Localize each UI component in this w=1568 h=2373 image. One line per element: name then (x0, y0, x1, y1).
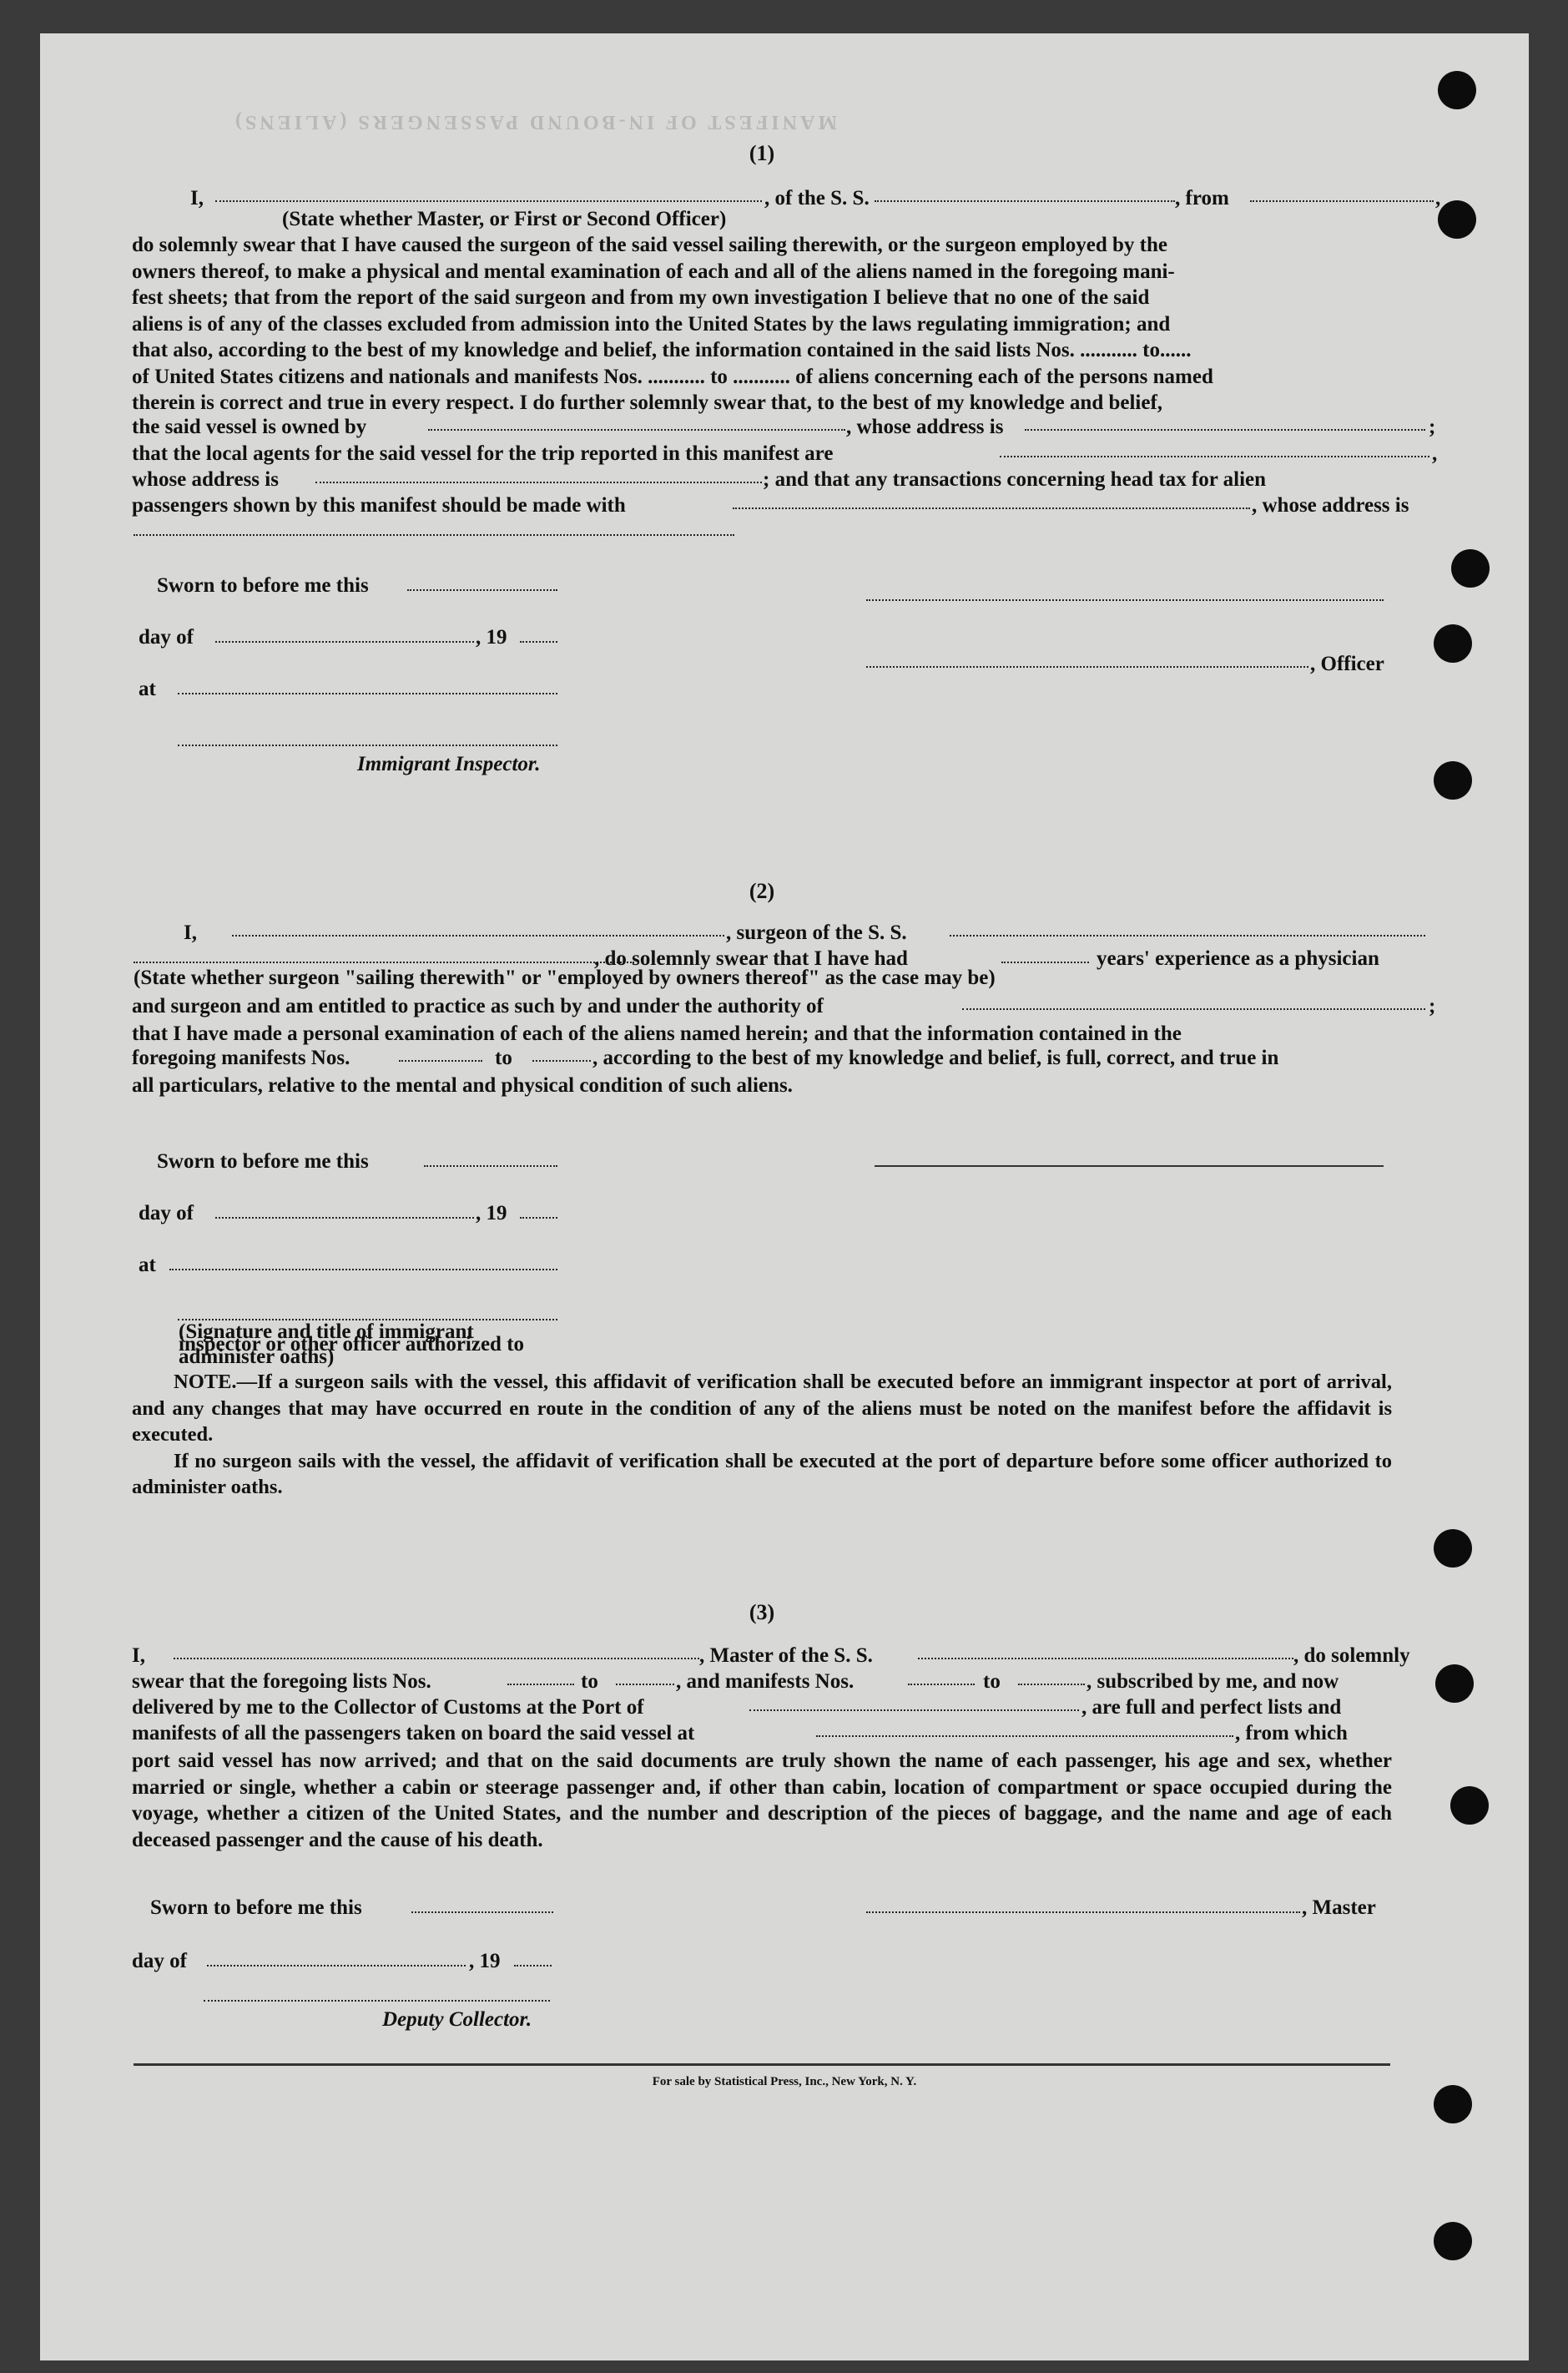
note-paragraph-1 (132, 1369, 1392, 1448)
of-ss-label: , of the S. S. (764, 187, 870, 210)
deputy-collector-signature-line (204, 2000, 550, 2002)
head-tax-address-label: , whose address is (1252, 494, 1409, 517)
year-label-2: , 19 (476, 1202, 507, 1224)
master-rank-note: (State whether Master, or First or Second Officer) (282, 208, 727, 230)
immigrant-inspector-label: Immigrant Inspector. (357, 753, 541, 775)
according-label: , according to the best of my knowledge and belief, is full, correct, and true in (592, 1047, 1279, 1069)
owned-by-label: the said vessel is owned by (132, 416, 367, 438)
swear-lists-label: swear that the foregoing lists Nos. (132, 1670, 431, 1693)
bleed-through-text: MANIFEST OF IN-BOUND PASSENGERS (ALIENS) (232, 111, 837, 133)
punch-hole-7 (1435, 1664, 1474, 1703)
section2-i-label: I, (184, 921, 197, 944)
year-line-2 (520, 1217, 557, 1219)
at-label-1: at (139, 678, 156, 700)
section3-ship-line (918, 1658, 1293, 1659)
local-agents-label: that the local agents for the said vessel for the trip reported in this manifest are (132, 442, 834, 465)
punch-hole-2 (1438, 200, 1476, 239)
year-line-1 (520, 641, 557, 643)
subscribed-label: , subscribed by me, and now (1087, 1670, 1339, 1693)
sworn-date-line-3 (411, 1911, 553, 1913)
departure-port-line (1250, 200, 1434, 202)
year-label-1: , 19 (476, 626, 507, 649)
surgeon-of-label: , surgeon of the S. S. (726, 921, 907, 944)
day-of-label-1: day of (139, 626, 194, 649)
master-signature-line (866, 1911, 1300, 1913)
head-tax-agent-line (733, 507, 1250, 509)
lists-from-line (507, 1684, 574, 1685)
punch-hole-1 (1438, 71, 1476, 109)
punch-hole-9 (1434, 2085, 1472, 2123)
punch-hole-4 (1434, 624, 1472, 663)
note-label: NOTE. (174, 1371, 237, 1393)
year-label-3: , 19 (469, 1950, 501, 1972)
owner-line (428, 429, 845, 431)
foregoing-from-line (399, 1060, 482, 1062)
surgeon-status-note: (State whether surgeon "sailing therewith" or "employed by owners thereof" as the case may be) (134, 967, 996, 989)
section1-line: of United States citizens and nationals and manifests Nos. ........... to ........... of aliens concerning each of the persons named (132, 365, 1213, 388)
surgeon-name-line (232, 935, 724, 937)
punch-hole-6 (1434, 1529, 1472, 1568)
section1-oath-text (132, 232, 1392, 417)
section1-line: fest sheets; that from the report of the said surgeon and from my own investigation I believe that no one of the said (132, 286, 1150, 309)
manifests-to-line (1018, 1684, 1085, 1685)
officer-signature-line-top (866, 599, 1384, 601)
deputy-collector-label: Deputy Collector. (382, 2008, 532, 2031)
authority-line (962, 1008, 1425, 1010)
local-agents-comma: , (1432, 442, 1438, 465)
do-solemnly-label: , do solemnly (1293, 1644, 1410, 1667)
punch-hole-5 (1434, 761, 1472, 800)
officer-label: , Officer (1310, 653, 1384, 675)
owner-address-line (1025, 429, 1425, 431)
years-experience-label: years' experience as a physician (1097, 947, 1379, 970)
manifests-to-label: to (983, 1670, 1001, 1693)
manifest-page (40, 33, 1529, 2360)
surgeon-status-line (134, 962, 634, 963)
agent-address-label: whose address is (132, 468, 279, 491)
authority-label: and surgeon and am entitled to practice as such by and under the authority of (132, 995, 824, 1017)
section2-line: all particulars, relative to the mental and physical condition of such aliens. (132, 1074, 793, 1097)
section2-condition-line (132, 1073, 1392, 1099)
full-lists-label: , are full and perfect lists and (1081, 1696, 1342, 1719)
punch-hole-8 (1450, 1786, 1489, 1825)
solemnly-swear-label: , do solemnly swear that I have had (594, 947, 908, 970)
head-tax-address-line (134, 534, 734, 536)
section-1-number: (1) (749, 141, 775, 165)
year-line-3 (514, 1965, 552, 1967)
section1-i-label: I, (190, 187, 204, 210)
section3-master-name-line (174, 1658, 699, 1659)
surgeon-ship-line (950, 935, 1425, 937)
section1-line: therein is correct and true in every respect. I do further solemnly swear that, to the best of my knowledge and belief, (132, 391, 1163, 414)
boarding-port-line (816, 1735, 1233, 1737)
section1-line: do solemnly swear that I have caused the surgeon of the said vessel sailing therewith, or the surgeon employed by the (132, 234, 1167, 256)
note-block (132, 1369, 1392, 1501)
section3-i-label: I, (132, 1644, 145, 1667)
master-of-label: , Master of the S. S. (699, 1644, 873, 1667)
inspector-signature-line-1 (178, 745, 557, 746)
master-label: , Master (1302, 1896, 1376, 1919)
lists-to-label: to (581, 1670, 598, 1693)
foregoing-to-line (532, 1060, 591, 1062)
delivered-label: delivered by me to the Collector of Customs at the Port of (132, 1696, 644, 1719)
sworn-label-3: Sworn to before me this (150, 1896, 362, 1919)
signature-title-note: (Signature and title of immigrant inspector or other officer authorized to administer oaths) (179, 1320, 525, 1368)
from-label: , from (1175, 187, 1229, 210)
manifests-label: manifests of all the passengers taken on board the said vessel at (132, 1722, 695, 1744)
section3-body-text: port said vessel has now arrived; and that on the said documents are truly shown the name of each passenger, his age and sex, whether married or single, whether a cabin or steerage passenger and, if other than cabin, location of compartment or space occupied during the voyage, whether a citizen of the United States, and the number and description of the pieces of baggage, and the name and age of each deceased passenger and the cause of his death. (132, 1749, 1392, 1851)
section2-line: that I have made a personal examination of each of the aliens named herein; and that the information contained in the (132, 1022, 1182, 1045)
sworn-label-2: Sworn to before me this (157, 1150, 369, 1173)
at-label-2: at (139, 1254, 156, 1276)
note-text-1: —If a surgeon sails with the vessel, this affidavit of verification shall be executed before an immigrant inspector at port of arrival, and any changes that may have occurred en route in the condition of any of the aliens must be noted on the manifest before the affidavit is executed. (132, 1371, 1392, 1446)
section-3-number: (3) (749, 1600, 775, 1624)
sworn-label-1: Sworn to before me this (157, 574, 369, 597)
authority-semicolon: ; (1429, 995, 1436, 1017)
foregoing-to-label: to (495, 1047, 512, 1069)
officer-signature-line (866, 666, 1308, 668)
from-which-label: , from which (1235, 1722, 1348, 1744)
day-of-month-line-1 (215, 641, 474, 643)
section3-body (132, 1748, 1392, 1853)
manifests-from-line (908, 1684, 975, 1685)
master-name-line (215, 200, 762, 202)
day-of-label-2: day of (139, 1202, 194, 1224)
punch-hole-10 (1434, 2222, 1472, 2260)
section1-line: owners thereof, to make a physical and mental examination of each and all of the aliens named in the foregoing mani- (132, 260, 1175, 283)
section1-line: aliens is of any of the classes excluded from admission into the United States by the laws regulating immigration; and (132, 312, 1171, 336)
punch-hole-3 (1451, 549, 1490, 588)
surgeon-signature-line (875, 1165, 1384, 1167)
port-of-arrival-line (749, 1709, 1079, 1711)
day-of-month-line-2 (215, 1217, 474, 1219)
years-experience-line (1001, 962, 1089, 963)
section2-exam-line (132, 1021, 1392, 1048)
owner-address-label: , whose address is (846, 416, 1004, 438)
day-of-label-3: day of (132, 1950, 187, 1972)
section-2-number: (2) (749, 879, 775, 903)
passengers-label: passengers shown by this manifest should be made with (132, 494, 626, 517)
from-comma: , (1435, 187, 1441, 210)
head-tax-label: ; and that any transactions concerning head tax for alien (763, 468, 1267, 491)
printer-credit: For sale by Statistical Press, Inc., New York, N. Y. (652, 2075, 917, 2088)
footer-rule (134, 2063, 1390, 2066)
foregoing-manifests-label: foregoing manifests Nos. (132, 1047, 350, 1069)
sworn-date-line-2 (424, 1165, 557, 1167)
note-paragraph-2: If no surgeon sails with the vessel, the affidavit of verification shall be executed at the port of departure before some officer authorized to administer oaths. (132, 1449, 1392, 1498)
local-agents-line (1000, 456, 1429, 457)
section1-line: that also, according to the best of my knowledge and belief, the information contained in the said lists Nos. ........... to...... (132, 339, 1192, 361)
sworn-date-line-1 (407, 589, 557, 591)
day-of-month-line-3 (207, 1965, 466, 1967)
ship-name-line (875, 200, 1175, 202)
agent-address-line (315, 482, 762, 483)
at-place-line-1 (178, 693, 557, 694)
owner-semicolon: ; (1429, 416, 1436, 438)
at-place-line-2 (169, 1269, 557, 1270)
lists-to-line (616, 1684, 674, 1685)
and-manifests-label: , and manifests Nos. (676, 1670, 855, 1693)
